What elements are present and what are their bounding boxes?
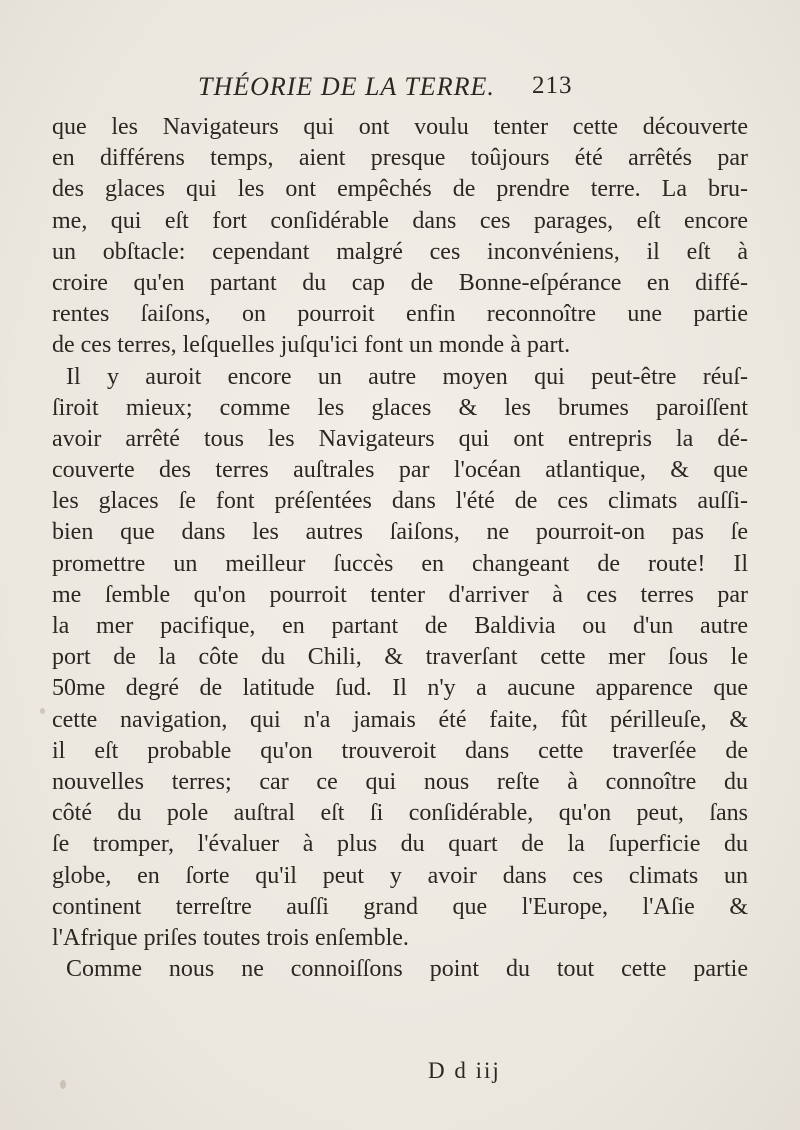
text-line: 50me degré de latitude ſud. Il n'y a aucune apparence que xyxy=(52,675,748,702)
ink-speck xyxy=(60,1080,66,1089)
text-line: globe, en ſorte qu'il peut y avoir dans ces climats un xyxy=(52,862,748,889)
text-line: il eſt probable qu'on trouveroit dans cette traverſée de xyxy=(52,737,748,764)
text-line: un obſtacle: cependant malgré ces inconvéniens, il eſt à xyxy=(52,238,748,265)
text-line: Comme nous ne connoiſſons point du tout cette partie xyxy=(66,956,748,983)
text-line: en différens temps, aient presque toûjours été arrêtés par xyxy=(52,145,748,172)
text-line: me ſemble qu'on pourroit tenter d'arriver à ces terres par xyxy=(52,581,748,608)
running-head xyxy=(198,72,618,112)
body-text xyxy=(52,112,748,985)
text-line: Il y auroit encore un autre moyen qui peut-être réuſ- xyxy=(66,363,748,390)
text-line: port de la côte du Chili, & traverſant cette mer ſous le xyxy=(52,644,748,671)
text-line: avoir arrêté tous les Navigateurs qui ont entrepris la dé- xyxy=(52,425,748,452)
running-title: THÉORIE DE LA TERRE. xyxy=(198,72,495,101)
text-line: continent terreſtre auſſi grand que l'Europe, l'Aſie & xyxy=(52,893,748,920)
text-line: croire qu'en partant du cap de Bonne-eſpérance en diffé- xyxy=(52,269,748,296)
text-line: promettre un meilleur ſuccès en changeant de route! Il xyxy=(52,550,748,577)
signature-mark: D d iij xyxy=(428,1058,501,1083)
ink-speck xyxy=(40,708,45,714)
text-line: nouvelles terres; car ce qui nous reſte à connoître du xyxy=(52,768,748,795)
text-line: me, qui eſt fort conſidérable dans ces parages, eſt encore xyxy=(52,207,748,234)
text-line: que les Navigateurs qui ont voulu tenter cette découverte xyxy=(52,114,748,140)
text-line: l'Afrique priſes toutes trois enſemble. xyxy=(52,924,409,951)
text-line: cette navigation, qui n'a jamais été faite, fût périlleuſe, & xyxy=(52,706,748,733)
text-line: couverte des terres auſtrales par l'océan atlantique, & que xyxy=(52,457,748,484)
page-number: 213 xyxy=(532,72,573,99)
text-line: ſiroit mieux; comme les glaces & les brumes paroiſſent xyxy=(52,394,748,421)
text-line: rentes ſaiſons, on pourroit enfin reconnoître une partie xyxy=(52,301,748,328)
text-line: la mer pacifique, en partant de Baldivia ou d'un autre xyxy=(52,613,748,639)
text-line: des glaces qui les ont empêchés de prendre terre. La bru- xyxy=(52,176,748,203)
text-line: côté du pole auſtral eſt ſi conſidérable, qu'on peut, ſans xyxy=(52,800,748,827)
text-line: ſe tromper, l'évaluer à plus du quart de la ſuperficie du xyxy=(52,831,748,858)
text-line: bien que dans les autres ſaiſons, ne pourroit-on pas ſe xyxy=(52,519,748,546)
text-line: les glaces ſe font préſentées dans l'été de ces climats auſſi- xyxy=(52,488,748,515)
text-line: de ces terres, leſquelles juſqu'ici font un monde à part. xyxy=(52,332,571,359)
